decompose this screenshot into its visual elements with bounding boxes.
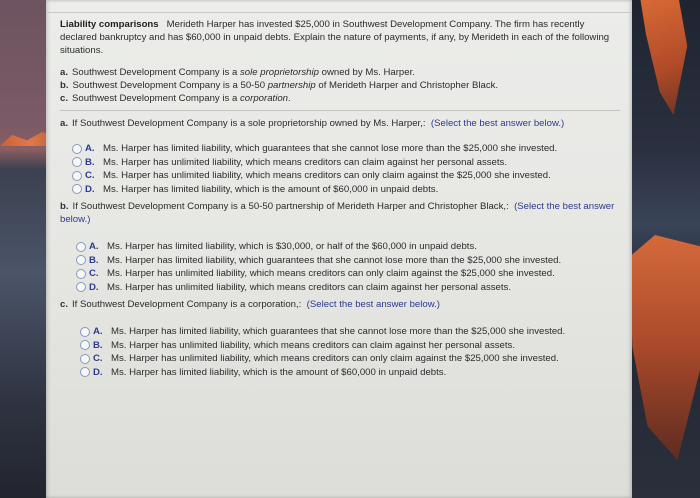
radio-button[interactable] [72, 157, 82, 167]
scenario-a: a. Southwest Development Company is a sole proprietorship owned by Ms. Harper. [60, 67, 415, 78]
option-b[interactable]: B. Ms. Harper has limited liability, which guarantees that she cannot lose more than the $25,000 she invested. [76, 254, 620, 268]
option-d[interactable]: D. Ms. Harper has limited liability, which is the amount of $60,000 in unpaid debts. [80, 366, 620, 380]
problem-statement: Merideth Harper has invested $25,000 in Southwest Development Company. The firm has recently declared bankruptcy and has $60,000 in unpaid debts. Explain the nature of payments, if any, by Merideth in each of the following situations. [60, 19, 610, 56]
radio-button[interactable] [72, 171, 82, 181]
option-c[interactable]: C. Ms. Harper has unlimited liability, which means creditors can only claim against the $25,000 she invested. [80, 352, 620, 366]
radio-button[interactable] [76, 269, 86, 279]
option-d[interactable]: D. Ms. Harper has unlimited liability, which means creditors can claim against her personal assets. [76, 281, 620, 295]
radio-button[interactable] [76, 255, 86, 265]
question-b-prompt: b. If Southwest Development Company is a 50-50 partnership of Merideth Harper and Christopher Black,: (Select the best answer below.) [60, 201, 615, 225]
problem-intro [60, 18, 620, 57]
homework-window [46, 0, 632, 498]
scenario-list [60, 66, 620, 105]
radio-button[interactable] [72, 184, 82, 194]
radio-button[interactable] [80, 340, 90, 350]
question-a [60, 117, 620, 196]
option-b[interactable]: B. Ms. Harper has unlimited liability, which means creditors can claim against her personal assets. [80, 339, 620, 353]
select-hint: (Select the best answer below.) [60, 201, 615, 225]
option-d[interactable]: D. Ms. Harper has limited liability, which is the amount of $60,000 in unpaid debts. [72, 183, 620, 197]
select-hint: (Select the best answer below.) [430, 118, 565, 129]
radio-button[interactable] [76, 282, 86, 292]
question-a-prompt: a. If Southwest Development Company is a sole proprietorship owned by Ms. Harper,: (Select the best answer below.) [60, 118, 565, 129]
wallpaper-rock [635, 0, 690, 115]
problem-title: Liability comparisons [60, 19, 159, 30]
question-c [60, 298, 620, 379]
question-c-prompt: c. If Southwest Development Company is a corporation,: (Select the best answer below.) [60, 299, 440, 310]
radio-button[interactable] [80, 354, 90, 364]
window-top-bar [46, 0, 632, 13]
radio-button[interactable] [80, 367, 90, 377]
option-a[interactable]: A. Ms. Harper has limited liability, which guarantees that she cannot lose more than the $25,000 she invested. [72, 142, 620, 156]
radio-button[interactable] [72, 144, 82, 154]
option-a[interactable]: A. Ms. Harper has limited liability, which is $30,000, or half of the $60,000 in unpaid debts. [76, 240, 620, 254]
radio-button[interactable] [76, 242, 86, 252]
section-divider [60, 110, 620, 111]
answer-options [76, 240, 620, 294]
problem-content [60, 18, 620, 379]
option-c[interactable]: C. Ms. Harper has unlimited liability, which means creditors can only claim against the $25,000 she invested. [72, 169, 620, 183]
question-b [60, 200, 620, 294]
scenario-c: c. Southwest Development Company is a corporation. [60, 93, 291, 104]
answer-options [80, 325, 620, 379]
answer-options [72, 142, 620, 196]
radio-button[interactable] [80, 327, 90, 337]
select-hint: (Select the best answer below.) [306, 299, 440, 310]
option-b[interactable]: B. Ms. Harper has unlimited liability, which means creditors can claim against her personal assets. [72, 156, 620, 170]
wallpaper-rock [625, 235, 700, 460]
desktop-wallpaper-right [625, 0, 700, 498]
option-a[interactable]: A. Ms. Harper has limited liability, which guarantees that she cannot lose more than the $25,000 she invested. [80, 325, 620, 339]
option-c[interactable]: C. Ms. Harper has unlimited liability, which means creditors can only claim against the $25,000 she invested. [76, 267, 620, 281]
scenario-b: b. Southwest Development Company is a 50-50 partnership of Merideth Harper and Christopher Black. [60, 80, 499, 91]
